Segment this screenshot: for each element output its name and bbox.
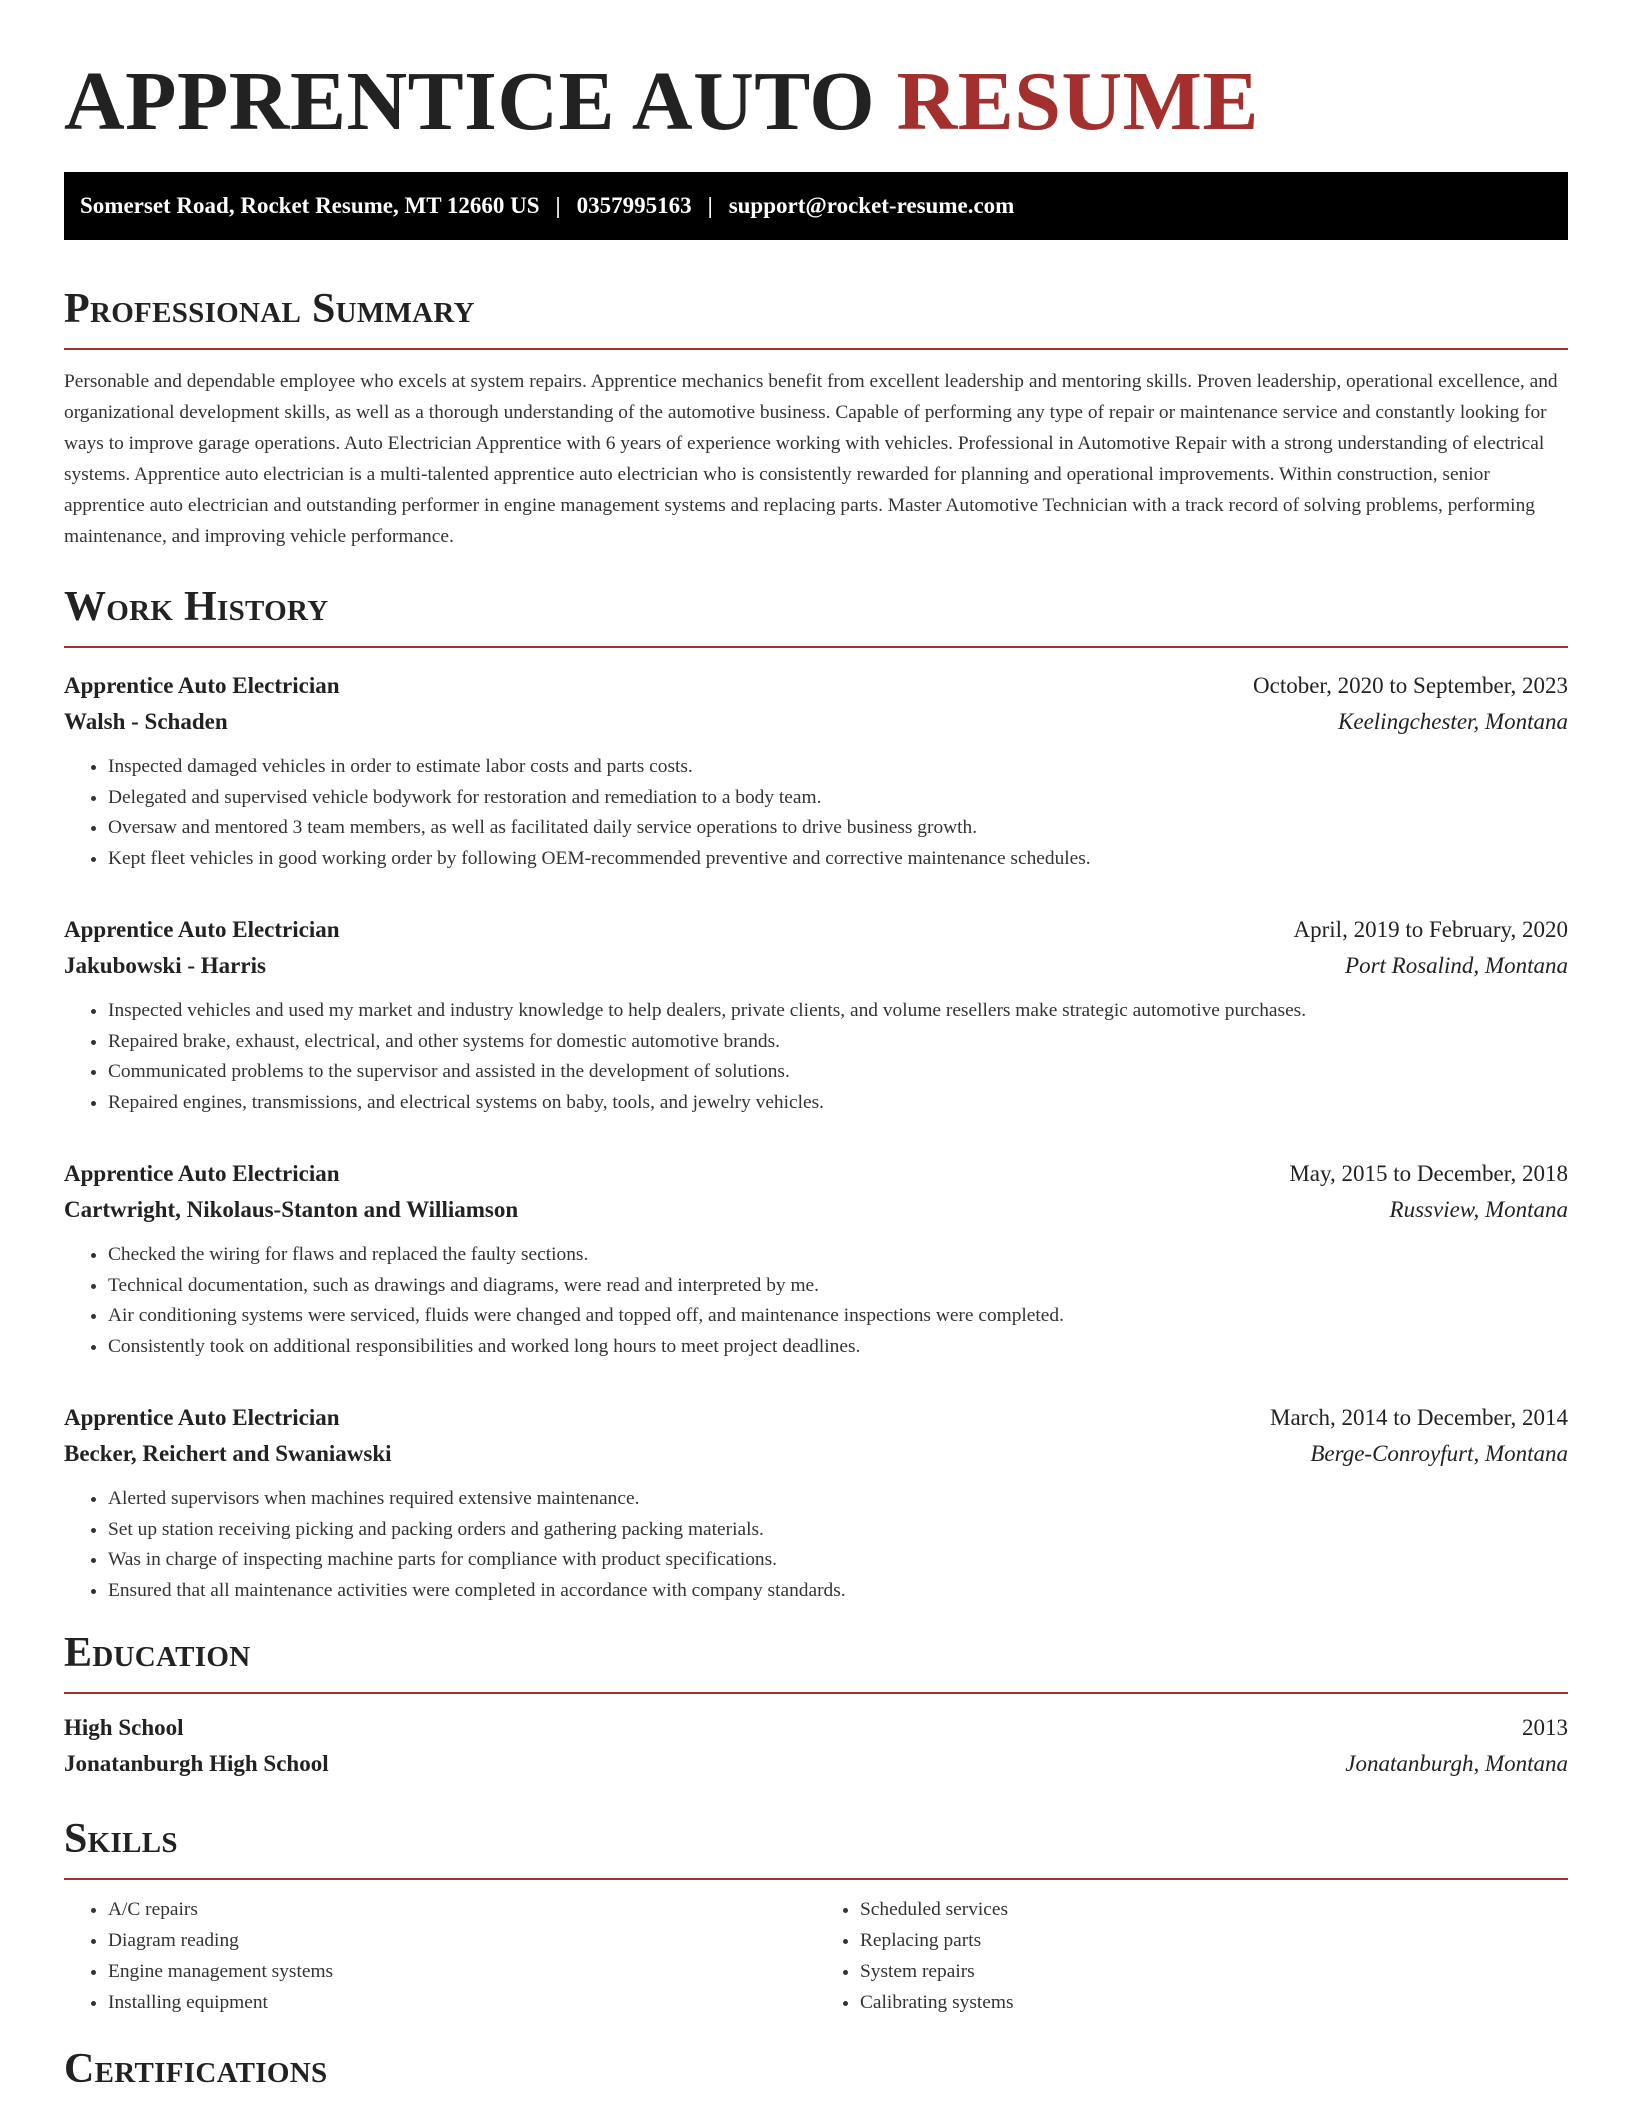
title-accent: RESUME (896, 55, 1259, 148)
job-dates: October, 2020 to September, 2023 (1253, 673, 1568, 698)
list-item: • Air conditioning systems were serviced, fluids were changed and topped off, and maintenance inspections were completed. (108, 1301, 1568, 1332)
title-main: APPRENTICE AUTO (64, 55, 897, 148)
job-entry (64, 668, 1568, 874)
contact-email: support@rocket-resume.com (728, 193, 1015, 218)
job-bullets (64, 996, 1568, 1118)
job-title: Apprentice Auto Electrician (64, 917, 340, 942)
education-school: Jonatanburgh High School (64, 1751, 329, 1776)
job-bullets (64, 752, 1568, 874)
job-bullets (64, 1484, 1568, 1606)
job-title: Apprentice Auto Electrician (64, 673, 340, 698)
job-title: Apprentice Auto Electrician (64, 1405, 340, 1430)
skill-item: • Calibrating systems (860, 1987, 1568, 2018)
skill-item: • Installing equipment (108, 1987, 816, 2018)
list-item: • Set up station receiving picking and packing orders and gathering packing materials. (108, 1515, 1568, 1546)
section-divider (64, 1692, 1568, 1694)
list-item: • Ensured that all maintenance activities were completed in accordance with company standards. (108, 1576, 1568, 1607)
list-item: • Repaired brake, exhaust, electrical, and other systems for domestic automotive brands. (108, 1027, 1568, 1058)
skills-column-right (816, 1894, 1568, 2018)
contact-separator: | (555, 193, 561, 218)
education-degree: High School (64, 1715, 184, 1740)
section-heading-summary: Professional Summary (64, 286, 475, 332)
list-item: • Technical documentation, such as drawings and diagrams, were read and interpreted by me. (108, 1271, 1568, 1302)
job-entry (64, 1156, 1568, 1362)
contact-bar (64, 172, 1568, 240)
summary-text: Personable and dependable employee who excels at system repairs. Apprentice mechanics benefit from excellent leadership and mentoring skills. Proven leadership, operational excellence, and organizational development skills, as well as a thorough understanding of the automotive business. Capable of performing any type of repair or maintenance service and constantly looking for ways to improve garage operations. Auto Electrician Apprentice with 6 years of experience working with vehicles. Professional in Automotive Repair with a strong understanding of electrical systems. Apprentice auto electrician is a multi-talented apprentice auto electrician who is consistently rewarded for planning and operational improvements. Within construction, senior apprentice auto electrician and outstanding performer in engine management systems and replacing parts. Master Automotive Technician with a track record of solving problems, performing maintenance, and improving vehicle performance. (64, 371, 1558, 547)
list-item: • Consistently took on additional responsibilities and worked long hours to meet project deadlines. (108, 1332, 1568, 1363)
list-item: • Oversaw and mentored 3 team members, as well as facilitated daily service operations to drive business growth. (108, 813, 1568, 844)
list-item: • Kept fleet vehicles in good working order by following OEM-recommended preventive and corrective maintenance schedules. (108, 844, 1568, 875)
certifications-section (64, 2044, 1568, 2094)
skill-item: • Engine management systems (108, 1956, 816, 1987)
list-item: • Checked the wiring for flaws and replaced the faulty sections. (108, 1240, 1568, 1271)
job-company: Walsh - Schaden (64, 709, 228, 734)
list-item: • Alerted supervisors when machines required extensive maintenance. (108, 1484, 1568, 1515)
list-item: • Inspected vehicles and used my market and industry knowledge to help dealers, private clients, and volume resellers make strategic automotive purchases. (108, 996, 1568, 1027)
list-item: • Delegated and supervised vehicle bodywork for restoration and remediation to a body team. (108, 783, 1568, 814)
job-dates: March, 2014 to December, 2014 (1270, 1405, 1568, 1430)
education-entry (64, 1710, 1568, 1782)
skill-item: • A/C repairs (108, 1894, 816, 1925)
contact-address: Somerset Road, Rocket Resume, MT 12660 US (80, 193, 540, 218)
resume-title (64, 54, 1568, 150)
job-company: Cartwright, Nikolaus-Stanton and Williamson (64, 1197, 519, 1222)
job-entry (64, 912, 1568, 1118)
work-history-section (64, 582, 1568, 1606)
skill-item: • Scheduled services (860, 1894, 1568, 1925)
education-year: 2013 (1522, 1715, 1568, 1740)
job-company: Jakubowski - Harris (64, 953, 266, 978)
skill-item: • Replacing parts (860, 1925, 1568, 1956)
list-item: • Repaired engines, transmissions, and electrical systems on baby, tools, and jewelry vehicles. (108, 1088, 1568, 1119)
skills-column-left (64, 1894, 816, 2018)
skill-item: • Diagram reading (108, 1925, 816, 1956)
job-location: Russview, Montana (1389, 1197, 1568, 1222)
job-bullets (64, 1240, 1568, 1362)
job-location: Keelingchester, Montana (1338, 709, 1568, 734)
education-location: Jonatanburgh, Montana (1345, 1751, 1568, 1776)
education-section (64, 1628, 1568, 1782)
section-divider (64, 646, 1568, 648)
job-entry (64, 1400, 1568, 1606)
skills-grid (64, 1894, 1568, 2018)
job-location: Berge-Conroyfurt, Montana (1310, 1441, 1568, 1466)
list-item: • Communicated problems to the supervisor and assisted in the development of solutions. (108, 1057, 1568, 1088)
section-heading-education: Education (64, 1630, 251, 1676)
list-item: • Was in charge of inspecting machine parts for compliance with product specifications. (108, 1545, 1568, 1576)
job-dates: May, 2015 to December, 2018 (1289, 1161, 1568, 1186)
job-title: Apprentice Auto Electrician (64, 1161, 340, 1186)
skill-item: • System repairs (860, 1956, 1568, 1987)
section-heading-work: Work History (64, 584, 329, 630)
contact-phone: 0357995163 (576, 193, 692, 218)
job-location: Port Rosalind, Montana (1345, 953, 1568, 978)
section-divider (64, 1878, 1568, 1880)
section-divider (64, 348, 1568, 350)
skills-section (64, 1814, 1568, 2018)
section-heading-skills: Skills (64, 1816, 178, 1862)
section-heading-certifications: Certifications (64, 2046, 328, 2092)
job-company: Becker, Reichert and Swaniawski (64, 1441, 392, 1466)
job-dates: April, 2019 to February, 2020 (1293, 917, 1568, 942)
contact-separator: | (707, 193, 713, 218)
professional-summary-section (64, 284, 1568, 552)
list-item: • Inspected damaged vehicles in order to estimate labor costs and parts costs. (108, 752, 1568, 783)
